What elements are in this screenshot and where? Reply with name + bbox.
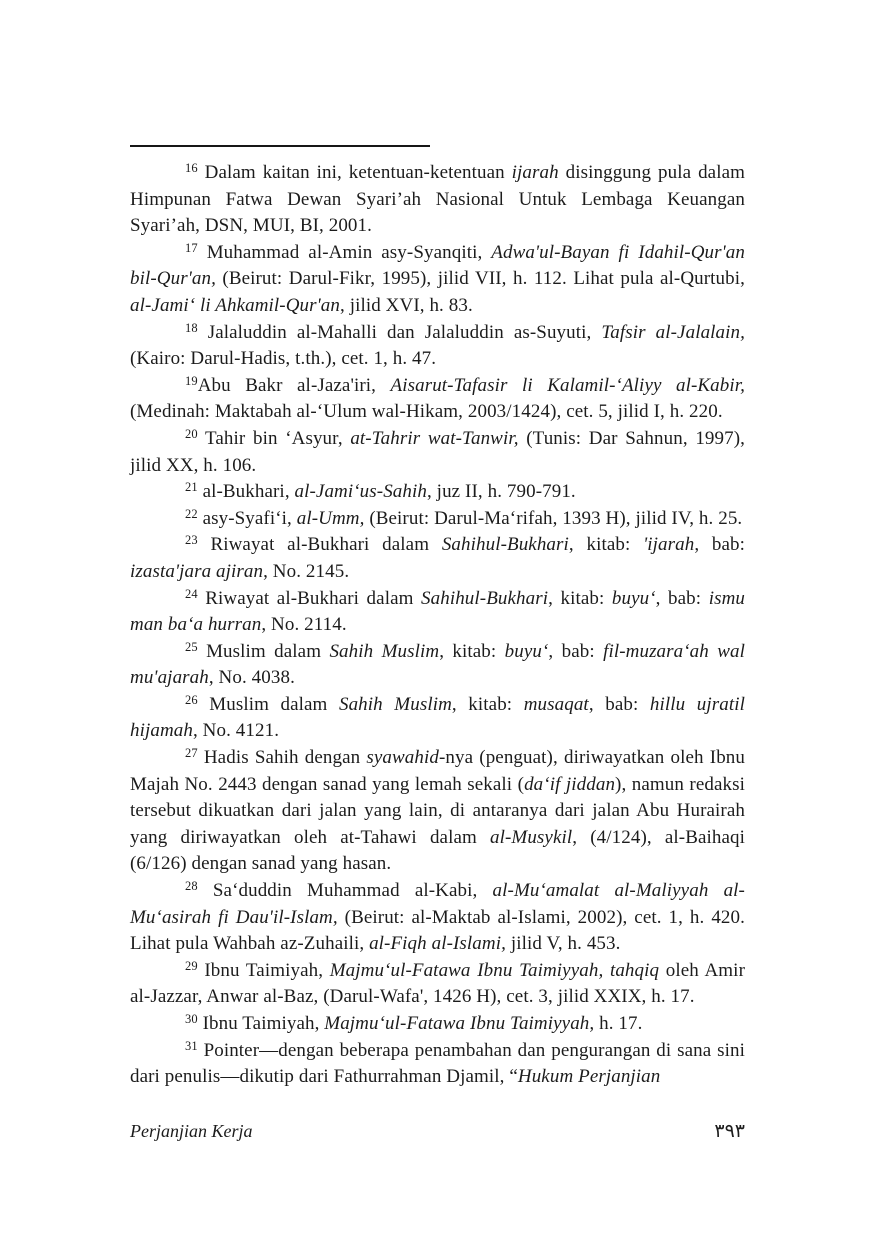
footnote-text: Hadis Sahih dengan bbox=[203, 747, 367, 769]
footnote-text-italic: izasta'jara ajiran bbox=[130, 560, 264, 582]
footnote-text: h. 17. bbox=[594, 1013, 643, 1034]
footnote-text-italic: Majmu‘ul-Fatawa Ibnu Taimiyyah, tahqiq bbox=[329, 959, 660, 981]
footnote-text-italic: musaqat bbox=[523, 693, 589, 715]
footnote-text-italic: al-Fiqh al-Islami, bbox=[369, 933, 506, 955]
footnote-number: 22 bbox=[185, 506, 198, 521]
footnote-20 bbox=[130, 426, 745, 479]
footnote-27 bbox=[130, 745, 745, 878]
footnote-text: , bab: bbox=[655, 587, 709, 609]
footnote-text: Sa‘duddin Muhammad al-Kabi, bbox=[212, 880, 493, 902]
footnote-text: (Beirut: Darul-Fikr, 1995), jilid VII, h. 112. Lihat pula al-Qurtubi, bbox=[215, 268, 745, 290]
footnote-text: , kitab: bbox=[451, 693, 524, 715]
footnote-text: Abu Bakr al-Jaza'iri, bbox=[197, 374, 391, 396]
footnote-text-italic: Majmu‘ul-Fatawa Ibnu Taimiyyah, bbox=[324, 1013, 595, 1034]
footnote-number: 26 bbox=[185, 692, 198, 707]
footnote-text: (Kairo: Darul-Hadis, t.th.), cet. 1, h. 47. bbox=[130, 348, 437, 370]
footnote-28 bbox=[130, 878, 745, 958]
footnote-text: Muslim dalam bbox=[209, 693, 339, 715]
footnote-22 bbox=[130, 506, 745, 533]
footnote-text-italic: Hukum Perjanjian bbox=[517, 1066, 661, 1088]
footnote-text: Riwayat al-Bukhari dalam bbox=[210, 534, 442, 556]
footnote-text: jilid V, h. 453. bbox=[505, 933, 621, 955]
footnote-number: 24 bbox=[185, 586, 198, 601]
footnote-23 bbox=[130, 532, 745, 585]
footnote-text-italic: at-Tahrir wat-Tanwir, bbox=[350, 427, 519, 449]
footnote-text: Dalam kaitan ini, ketentuan-ketentuan bbox=[204, 162, 512, 183]
footnote-text-italic: ismu man ba‘a hurran bbox=[130, 587, 745, 636]
footnote-number: 21 bbox=[185, 480, 198, 495]
footnote-30 bbox=[130, 1011, 745, 1038]
footnote-text-italic: al-Jami‘us-Sahih bbox=[294, 481, 427, 503]
footnote-number: 31 bbox=[185, 1038, 198, 1053]
footnote-text-italic: al-Musykil bbox=[490, 826, 573, 848]
footnote-number: 30 bbox=[185, 1012, 198, 1026]
footnote-number: 27 bbox=[185, 746, 198, 761]
footnote-text: asy-Syafi‘i, bbox=[202, 507, 297, 529]
footnote-text: , juz II, h. 790-791. bbox=[426, 481, 576, 503]
footnote-text: , bab: bbox=[548, 640, 604, 662]
footnote-text-italic: da‘if jiddan bbox=[524, 773, 616, 795]
footnote-text: (Tunis: Dar Sahnun, 1997), jilid XX, h. 106. bbox=[130, 427, 746, 476]
footnote-21 bbox=[130, 479, 745, 506]
footnote-16 bbox=[130, 160, 745, 240]
footnote-text-italic: ijarah bbox=[511, 162, 559, 183]
footnote-text-italic: al-Jami‘ li Ahkamil-Qur'an bbox=[130, 294, 341, 316]
footnote-number: 19 bbox=[185, 373, 198, 388]
footnote-number: 29 bbox=[185, 958, 198, 973]
footnote-text: , No. 2145. bbox=[263, 560, 350, 582]
footnote-18 bbox=[130, 320, 745, 373]
footnote-text: , No. 2114. bbox=[261, 614, 347, 636]
footnote-text: -nya (penguat), diriwayatkan oleh Ibnu Majah No. 2443 dengan sanad yang lemah sekali ( bbox=[130, 747, 745, 795]
footnote-text: Muhammad al-Amin asy-Syanqiti, bbox=[206, 241, 492, 263]
footnote-25 bbox=[130, 639, 745, 692]
footnote-text: Pointer—dengan beberapa penambahan dan pengurangan di sana sini dari penulis—dikutip dari Fathurrahman Djamil, “ bbox=[130, 1039, 745, 1088]
footnote-text: , jilid XVI, h. 83. bbox=[340, 294, 473, 316]
page-footer bbox=[130, 1120, 745, 1143]
footnote-number: 28 bbox=[185, 879, 198, 894]
footnote-text: Jalaluddin al-Mahalli dan Jalaluddin as-Suyuti, bbox=[207, 321, 602, 343]
footnote-text-italic: Sahih Muslim bbox=[329, 640, 440, 662]
footnote-31 bbox=[130, 1038, 745, 1091]
footnote-text: oleh Amir al-Jazzar, Anwar al-Baz, (Darul-Wafa', 1426 H), cet. 3, jilid XXIX, h. 17. bbox=[130, 959, 745, 1008]
footnote-text-italic: Sahih Muslim bbox=[338, 693, 452, 715]
footnote-text: , bab: bbox=[694, 534, 745, 556]
footnote-text-italic: al-Umm, bbox=[296, 507, 365, 529]
footnote-text-italic: syawahid bbox=[366, 747, 439, 769]
footnote-text-italic: Tafsir al-Jalalain, bbox=[601, 321, 745, 343]
page-number: ٣٩٣ bbox=[714, 1121, 745, 1142]
footnote-text: , No. 4121. bbox=[192, 720, 280, 742]
footnote-area bbox=[130, 145, 745, 1091]
footnote-number: 16 bbox=[185, 161, 198, 175]
footnote-text: (Beirut: al-Maktab al-Islami, 2002), cet. 1, h. 420. Lihat pula Wahbah az-Zuhaili, bbox=[130, 906, 745, 955]
footnote-text-italic: buyu‘ bbox=[611, 587, 656, 609]
footnote-text: Muslim dalam bbox=[206, 640, 330, 662]
footnote-text: (Beirut: Darul-Ma‘rifah, 1393 H), jilid IV, h. 25. bbox=[364, 507, 743, 529]
footnotes bbox=[130, 160, 745, 1091]
footnote-text-italic: 'ijarah bbox=[643, 534, 695, 556]
footnote-text: disinggung pula dalam Himpunan Fatwa Dewan Syari’ah Nasional Untuk Lembaga Keuangan Syari’ah, DSN, MUI, BI, 2001. bbox=[130, 162, 746, 237]
running-title: Perjanjian Kerja bbox=[130, 1121, 253, 1141]
footnote-text: , (4/124), al-Baihaqi (6/126) dengan sanad yang hasan. bbox=[130, 826, 745, 875]
footnote-number: 20 bbox=[185, 426, 198, 441]
footnote-text: , kitab: bbox=[568, 534, 644, 556]
footnote-text-italic: buyu‘ bbox=[504, 640, 549, 662]
footnote-number: 23 bbox=[185, 533, 198, 548]
footnote-29 bbox=[130, 958, 745, 1011]
footnote-number: 18 bbox=[185, 320, 198, 335]
footnote-text: , bab: bbox=[588, 693, 650, 715]
footnote-text-italic: al-Mu‘amalat al-Maliyyah al-Mu‘asirah fi Dau'il-Islam, bbox=[130, 880, 745, 928]
footnote-text: , No. 4038. bbox=[208, 667, 295, 689]
footnote-text: Ibnu Taimiyah, bbox=[204, 959, 330, 981]
footnote-text-italic: Sahihul-Bukhari bbox=[421, 587, 549, 609]
footnote-text: Tahir bin ‘Asyur, bbox=[205, 427, 351, 449]
footnote-text: ), namun redaksi tersebut dikuatkan dari jalan yang lain, di antaranya dari jalan Abu Hurairah yang diriwayatkan oleh at-Tahawi dalam bbox=[130, 773, 745, 848]
footnote-separator-rule bbox=[130, 145, 430, 147]
footnote-text: Riwayat al-Bukhari dalam bbox=[205, 587, 422, 609]
footnote-text: (Medinah: Maktabah al-‘Ulum wal-Hikam, 2003/1424), cet. 5, jilid I, h. 220. bbox=[130, 401, 723, 423]
footnote-text-italic: Sahihul-Bukhari bbox=[441, 534, 569, 556]
footnote-text: , kitab: bbox=[439, 640, 505, 662]
footnote-text: , kitab: bbox=[548, 587, 612, 609]
footnote-number: 17 bbox=[185, 240, 198, 255]
footnote-text-italic: fil-muzara‘ah wal mu'ajarah bbox=[130, 640, 745, 689]
footnote-text: al-Bukhari, bbox=[202, 481, 295, 503]
footnote-text: Ibnu Taimiyah, bbox=[202, 1013, 325, 1034]
footnote-24 bbox=[130, 586, 745, 639]
footnote-19 bbox=[130, 373, 745, 426]
footnote-text-italic: Aisarut-Tafasir li Kalamil-‘Aliyy al-Kabir, bbox=[390, 374, 745, 396]
footnote-text-italic: hillu ujratil hijamah bbox=[130, 693, 745, 742]
footnote-26 bbox=[130, 692, 745, 745]
footnote-text-italic: Adwa'ul-Bayan fi Idahil-Qur'an bil-Qur'an, bbox=[130, 241, 745, 290]
footnote-number: 25 bbox=[185, 639, 198, 654]
footnote-17 bbox=[130, 240, 745, 320]
